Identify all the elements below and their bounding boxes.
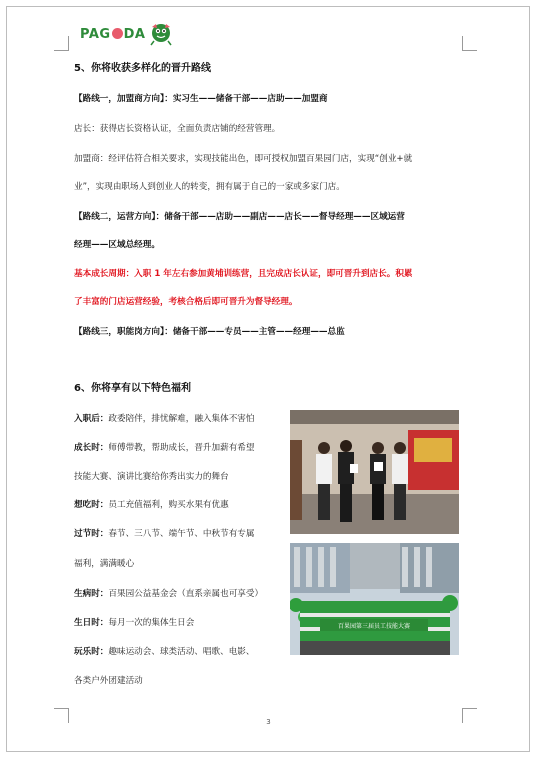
banner-text: 百果园第三届员工技能大赛: [337, 623, 411, 630]
section5-heading: 5、你将收获多样化的晋升路线: [74, 63, 211, 74]
route2-continuation: 经理——区域总经理。: [74, 240, 160, 250]
route3-line: [74, 326, 345, 338]
benefit-item: 生日时：每月一次的集体生日会: [74, 618, 195, 628]
benefit-item: 成长时：师傅带教，帮助成长，晋升加薪有希望: [74, 443, 255, 453]
franchisee-line-2: 业”，实现由职场人到创业人的转变，拥有属于自己的一家或多家门店。: [74, 182, 345, 192]
growth-cycle-line-1: 基本成长周期：入职 1 年左右参加黄埔训练营，且完成店长认证，即可晋升到店长。积累: [74, 269, 413, 279]
route1-label: 【路线一，加盟商方向】：: [74, 94, 173, 104]
route2-path: 储备干部——店助——副店——店长——督导经理——区域运营: [164, 212, 405, 222]
group-photo: [290, 543, 459, 655]
benefit-item: 福利，满满暖心: [74, 559, 135, 569]
route2-line: [74, 211, 405, 223]
crop-mark-top-left: [54, 36, 69, 51]
franchisee-line-1: 加盟商：经评估符合相关要求，实现技能出色，即可授权加盟百果园门店，实现“创业+就: [74, 154, 413, 164]
benefit-item: 想吃时：员工充值福利，购买水果有优惠: [74, 500, 229, 510]
pagoda-logo: [80, 22, 174, 46]
mascot-icon: [148, 22, 174, 46]
logo-text: PAG DA: [80, 26, 146, 42]
award-ceremony-photo: [290, 410, 459, 534]
benefit-item: 生病时：百果园公益基金会（直系亲属也可享受）: [74, 589, 264, 599]
manager-line: 店长：获得店长资格认证，全面负责店铺的经营管理。: [74, 124, 281, 134]
logo-o-icon: [112, 28, 123, 39]
crop-mark-top-right: [462, 36, 477, 51]
section6-heading: 6、你将享有以下特色福利: [74, 383, 191, 394]
route1-line: [74, 93, 328, 105]
route1-path: 实习生——储备干部——店助——加盟商: [172, 94, 328, 104]
benefit-item: 各类户外团建活动: [74, 676, 143, 686]
benefit-item: 技能大赛、演讲比赛给你秀出实力的舞台: [74, 472, 229, 482]
benefit-item: 过节时：春节、三八节、端午节、中秋节有专属: [74, 529, 255, 539]
growth-cycle-line-2: 了丰富的门店运营经验，考核合格后即可晋升为督导经理。: [74, 297, 298, 307]
route2-label: 【路线二，运营方向】：: [74, 212, 165, 222]
route3-path: 储备干部——专员——主管——经理——总监: [172, 327, 345, 337]
benefit-item: 入职后：政委陪伴，排忧解难，融入集体不害怕: [74, 414, 255, 424]
benefit-item: 玩乐时：趣味运动会、球类活动、唱歌、电影、: [74, 647, 255, 657]
page-number: 3: [266, 718, 271, 726]
route3-label: 【路线三，职能岗方向】：: [74, 327, 173, 337]
